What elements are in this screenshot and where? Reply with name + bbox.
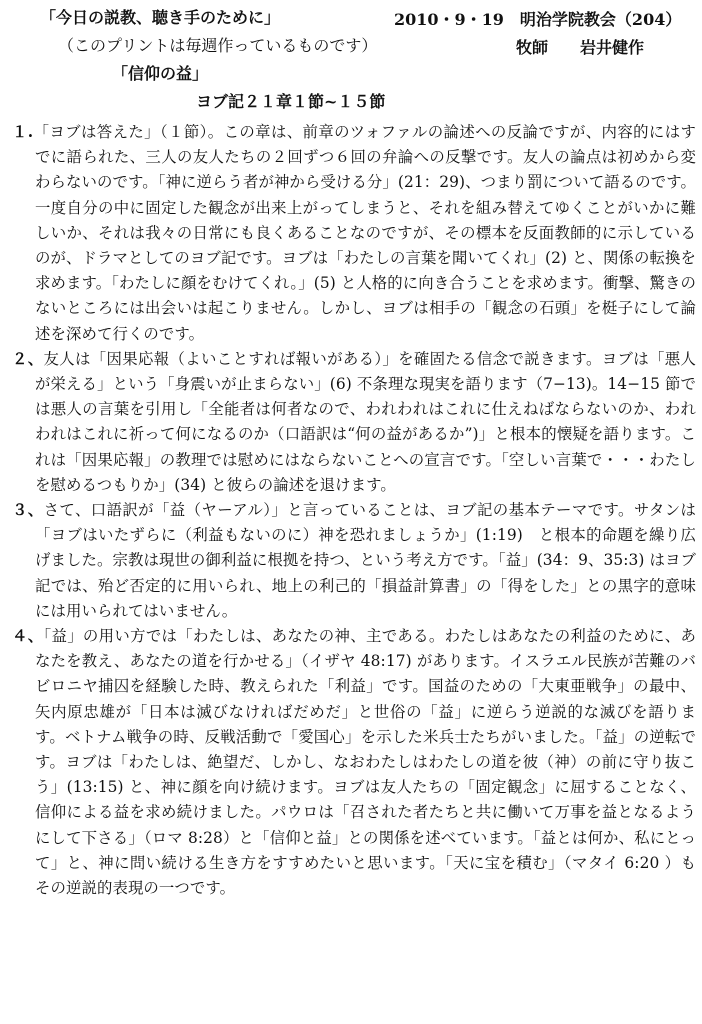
scripture-reference: ヨブ記２１章１節~１５節 [196, 92, 386, 111]
paragraph-text: 「益」の用い方では「わたしは、あなたの神、主である。わたしはあなたの利益のために、あなたを教え、あなたの道を行かせる」（イザヤ 48:17) があります。イスラエル民族が苦難のバビロニヤ捕囚を経験した時、教えられた「利益」です。国益のための「大東亜戦争」の最中、矢内原忠雄が「日本は滅びなければだめだ」と世俗の「益」に逆らう逆説的な滅びを語ります。ベトナム戦争の時、反戦活動で「愛国心」を示した米兵士たちがいました。「益」の逆転です。ヨブは「わたしは、絶望だ、しかし、なおわたしはわたしの道を彼（神）の前に守り抜こう」(13:15) と、神に顔を向け続けます。ヨブは友人たちの「固定観念」に屈することなく、信仰による益を求め続けました。パウロは「召された者たちと共に働いて万事を益となるようにして下さる」（ロマ 8:28）と「信仰と益」との関係を述べています。「益とは何か、私にとって」と、神に問い続ける生き方をすすめたいと思います。「天に宝を積む」（マタイ 6:20 ）もその逆説的表現の一つです。 [35, 627, 696, 898]
paragraph-3 [12, 498, 696, 624]
paragraph-2 [12, 347, 696, 498]
date-and-church: 2010・9・19 明治学院教会（204） [394, 10, 682, 29]
paragraph-1 [12, 120, 696, 347]
paragraph-text: 「ヨブは答えた」（１節）。この章は、前章のツォファルの論述への反論ですが、内容的にはすでに語られた、三人の友人たちの２回ずつ６回の弁論への反撃です。友人の論点は初めから変わらないのです。「神に逆らう者が神から受ける分」(21：29)、つまり罰について語るのです。一度自分の中に固定した観念が出来上がってしまうと、それを組み替えてゆくことがいかに難しいか、それは我々の日常にも良くあることなのですが、その標本を反面教師的に示しているのが、ドラマとしてのヨブ記です。ヨブは「わたしの言葉を聞いてくれ」(2) と、関係の転換を求めます。「わたしに顔をむけてくれ。」(5) と人格的に向き合うことを求めます。衝撃、驚きのないところには出会いは起こりません。しかし、ヨブは相手の「観念の石頭」を梃子にして論述を深めて行くのです。 [33, 123, 697, 343]
paragraph-text: さて、口語訳が「益（ヤーアル）」と言っていることは、ヨブ記の基本テーマです。サタンは「ヨブはいたずらに（利益もないのに）神を恐れましょうか」(1:19) と根本的命題を繰り広げました。宗教は現世の御利益に根拠を持つ、という考え方です。「益」(34：9、35:3) はヨブ記では、殆ど否定的に用いられ、地上の利己的「損益計算書」の「得をした」との黒字的意味には用いられてはいません。 [35, 501, 696, 620]
paragraph-4 [12, 624, 696, 901]
paragraph-number: １. [12, 123, 34, 141]
sermon-theme: 「信仰の益」 [112, 64, 209, 83]
paragraph-number: ２、 [12, 349, 44, 368]
paragraph-number: ３、 [12, 501, 44, 520]
paragraph-text: 友人は「因果応報（よいことすれば報いがある）」を確固たる信念で説きます。ヨブは「悪人が栄える」という「身震いが止まらない」(6) 不条理な現実を語ります（7−13)。14−15 節では悪人の言葉を引用し「全能者は何者なので、われわれはこれに仕えねばならないのか、われわれはこれに祈って何になるのか（口語訳は“何の益があるか”)」と根本的懐疑を語ります。これは「因果応報」の教理では慰めにはならないことへの宣言です。「空しい言葉で・・・わたしを慰めるつもりか」(34) と彼らの論述を退けます。 [35, 349, 696, 494]
handout-title: 「今日の説教、聴き手のために」 [40, 8, 281, 27]
pastor-name: 牧師 岩井健作 [516, 38, 645, 57]
sermon-body [12, 120, 696, 901]
paragraph-number: ４、 [12, 627, 44, 646]
handout-subtitle: （このプリントは毎週作っているものです） [58, 36, 378, 55]
